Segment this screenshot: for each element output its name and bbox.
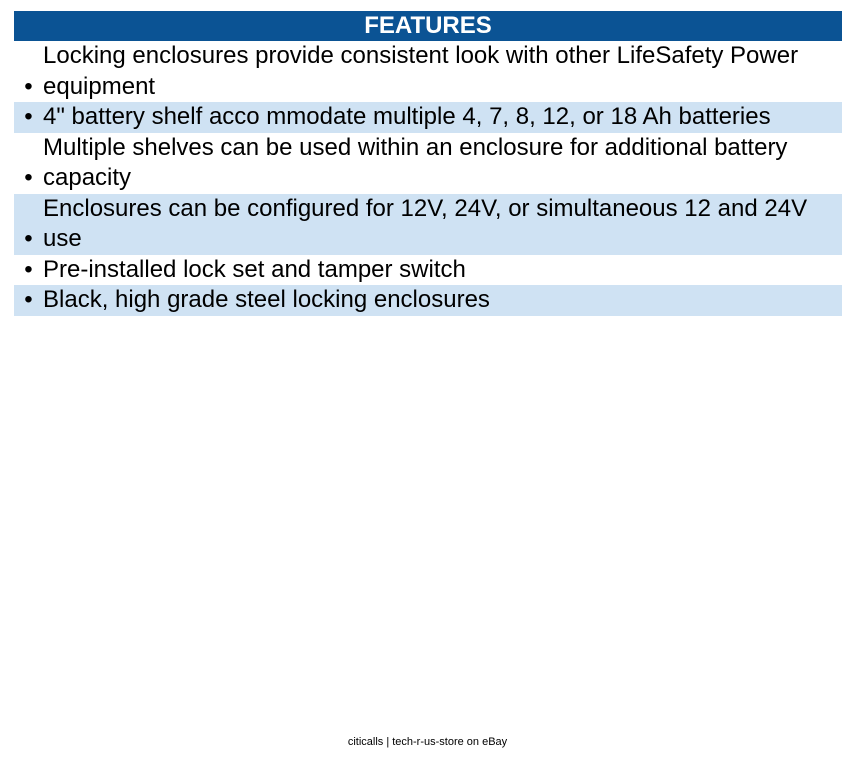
feature-row bbox=[14, 102, 842, 133]
feature-text: Enclosures can be configured for 12V, 24V, or simultaneous 12 and 24V use bbox=[43, 194, 808, 252]
bullet-icon: • bbox=[24, 255, 33, 283]
footer-credit: citicalls | tech-r-us-store on eBay bbox=[347, 736, 508, 748]
features-header: FEATURES bbox=[14, 11, 842, 41]
features-table bbox=[14, 11, 842, 316]
feature-text: Pre-installed lock set and tamper switch bbox=[43, 255, 466, 283]
feature-text: Multiple shelves can be used within an enclosure for additional battery capacity bbox=[43, 133, 788, 191]
feature-text: 4" battery shelf acco mmodate multiple 4, 7, 8, 12, or 18 Ah batteries bbox=[43, 103, 771, 130]
feature-row bbox=[14, 133, 842, 194]
feature-text: Locking enclosures provide consistent look with other LifeSafety Power equipment bbox=[43, 42, 799, 100]
bullet-icon: • bbox=[24, 225, 33, 252]
bullet-icon: • bbox=[24, 286, 33, 313]
feature-row bbox=[14, 41, 842, 102]
bullet-icon: • bbox=[24, 72, 33, 100]
feature-row bbox=[14, 194, 842, 255]
bullet-icon: • bbox=[24, 164, 33, 191]
feature-row bbox=[14, 285, 842, 316]
feature-text: Black, high grade steel locking enclosures bbox=[43, 286, 490, 313]
bullet-icon: • bbox=[24, 103, 33, 130]
feature-row bbox=[14, 255, 842, 286]
